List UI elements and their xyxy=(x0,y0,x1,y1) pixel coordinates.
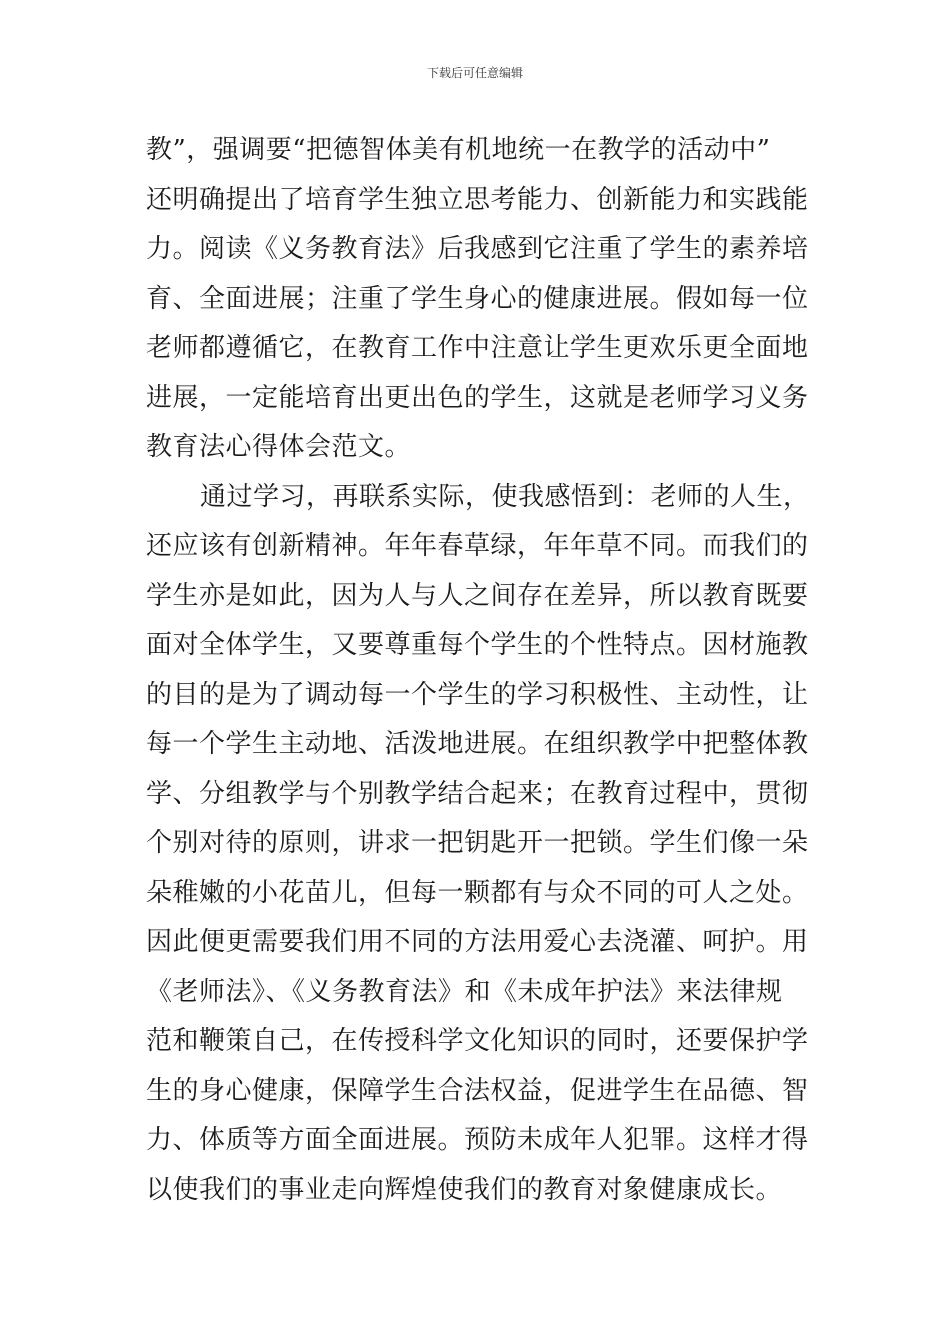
paragraph-2 xyxy=(146,473,810,1216)
text-line: 老师都遵循它，在教育工作中注意让学生更欢乐更全面地 xyxy=(146,333,809,363)
text-line: 还明确提出了培育学生独立思考能力、创新能力和实践能 xyxy=(146,184,809,215)
text-line: 力、体质等方面全面进展。预防未成年人犯罪。这样才得 xyxy=(146,1125,809,1155)
text-line: 朵稚嫩的小花苗儿，但每一颗都有与众不同的可人之处。 xyxy=(146,877,809,908)
text-line: 还应该有创新精神。年年春草绿，年年草不同。而我们的 xyxy=(146,531,809,561)
text-line: 教”，强调要“把德智体美有机地统一在教学的活动中” xyxy=(146,135,771,165)
text-line: 范和鞭策自己，在传授科学文化知识的同时，还要保护学 xyxy=(146,1026,809,1056)
paragraph-1 xyxy=(146,126,810,473)
page-header: 下载后可任意编辑 xyxy=(426,66,523,80)
text-line: 教育法心得体会范文。 xyxy=(146,432,412,462)
text-line: 生的身心健康，保障学生合法权益，促进学生在品德、智 xyxy=(146,1075,809,1106)
text-line: 通过学习，再联系实际，使我感悟到：老师的人生， xyxy=(200,481,810,512)
text-line: 学、分组教学与个别教学结合起来；在教育过程中，贯彻 xyxy=(146,778,809,809)
text-line: 每一个学生主动地、活泼地进展。在组织教学中把整体教 xyxy=(146,729,809,759)
document-body xyxy=(146,126,810,1215)
text-line: 以使我们的事业走向辉煌使我们的教育对象健康成长。 xyxy=(146,1174,783,1205)
text-line: 学生亦是如此，因为人与人之间存在差异，所以教育既要 xyxy=(146,580,809,611)
text-line: 的目的是为了调动每一个学生的学习积极性、主动性，让 xyxy=(146,679,809,710)
text-line: 进展，一定能培育出更出色的学生，这就是老师学习义务 xyxy=(146,382,809,413)
text-line: 因此便更需要我们用不同的方法用爱心去浇灌、呵护。用 xyxy=(146,927,809,957)
text-line: 个别对待的原则，讲求一把钥匙开一把锁。学生们像一朵 xyxy=(146,828,809,858)
text-line: 育、全面进展；注重了学生身心的健康进展。假如每一位 xyxy=(146,283,809,314)
text-line: 面对全体学生，又要尊重每个学生的个性特点。因材施教 xyxy=(146,630,809,660)
text-line: 力。阅读《义务教育法》后我感到它注重了学生的素养培 xyxy=(146,234,809,264)
text-line: 《老师法》、《义务教育法》和《未成年护法》来法律规 xyxy=(146,976,783,1007)
